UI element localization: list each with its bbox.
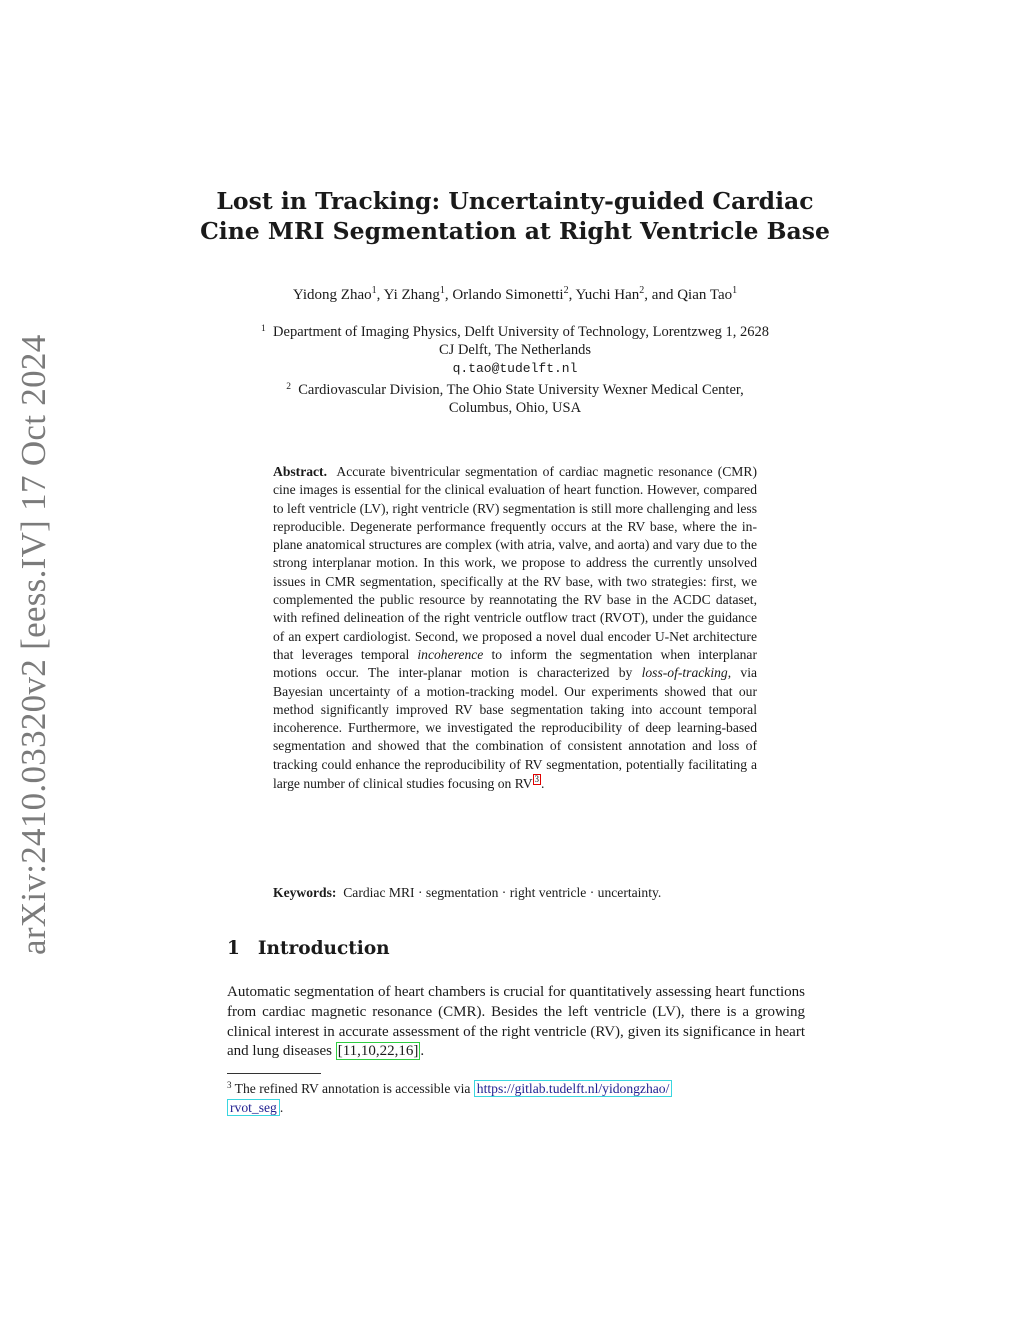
arxiv-side-stamp: arXiv:2410.03320v2 [eess.IV] 17 Oct 2024 bbox=[14, 334, 53, 955]
keywords bbox=[273, 885, 757, 901]
author-affiliation-mark: 1 bbox=[732, 285, 738, 296]
author-affiliation-mark: 2 bbox=[639, 285, 645, 296]
footnote-rule bbox=[227, 1073, 321, 1074]
affiliation-2-line-2: Columbus, Ohio, USA bbox=[448, 400, 582, 417]
abstract: Abstract. Accurate biventricular segmentation of cardiac magnetic resonance (CMR) cine images is essential for the clinical evaluation of heart function. However, compared to left ventricle (LV), right ventricle (RV) segmentation is still more challenging and less reproducible. Degenerate performance frequently occurs at the RV base, where the in-plane anatomical structures are complex (with atria, valve, and aorta) and vary due to the strong interplanar motion. In this work, we propose to address the currently unsolved issues in CMR segmentation, specifically at the RV base, with two strategies: first, we complemented the public resource by reannotating the RV base in the ACDC dataset, with refined delineation of the right ventricle outflow tract (RVOT), under the guidance of an expert cardiologist. Second, we proposed a novel dual encoder U-Net architecture that leverages temporal incoherence to inform the segmentation when interplanar motions occur. The inter-planar motion is characterized by loss-of-tracking, via Bayesian uncertainty of a motion-tracking model. Our experiments showed that our method significantly improved RV base segmentation taking into account temporal incoherence. Furthermore, we investigated the reproducibility of deep learning-based segmentation and showed that the combination of consistent annotation and loss of tracking could enhance the reproducibility of RV segmentation, potentially facilitating a large number of clinical studies focusing on RV 3 . bbox=[273, 464, 757, 792]
footnote-url-link[interactable]: https://gitlab.tudelft.nl/yidongzhao/ bbox=[474, 1080, 673, 1097]
author-affiliation-mark: 1 bbox=[371, 285, 377, 296]
keywords-label: Keywords: bbox=[273, 885, 337, 900]
abstract-text-1: Accurate biventricular segmentation of cardiac magnetic resonance (CMR) cine images is essential for the clinical evaluation of heart function. However, compared to left ventricle (LV), right ventricle (RV) segmentation is still more challenging and less reproducible. Degenerate performance frequently occurs at the RV base, where the in-plane anatomical structures are complex (with atria, valve, and aorta) and vary due to the strong interplanar motion. In this work, we propose to address the currently unsolved issues in CMR segmentation, specifically at the RV base, with two strategies: first, we complemented the public resource by reannotating the RV base in the ACDC dataset, with refined delineation of the right ventricle outflow tract (RVOT), under the guidance of an expert cardiologist. Second, we proposed a novel dual encoder U-Net architecture that leverages temporal bbox=[273, 464, 757, 662]
author-affiliation-mark: 2 bbox=[563, 285, 569, 296]
paper-title bbox=[200, 186, 830, 246]
intro-text: Automatic segmentation of heart chambers is crucial for quantitatively assessing heart functions from cardiac magnetic resonance (CMR). Besides the left ventricle (LV), there is a growing clinical interest in accurate assessment of the right ventricle (RV), given its significance in heart and lung diseases bbox=[227, 984, 805, 1060]
keywords-text: Cardiac MRI · segmentation · right ventricle · uncertainty. bbox=[343, 885, 662, 900]
title-line-1: Lost in Tracking: Uncertainty-guided Cardiac bbox=[216, 187, 814, 215]
footnote-reference-link[interactable]: 3 bbox=[534, 774, 540, 785]
abstract-emphasis-loss-of-tracking: loss-of-tracking bbox=[641, 665, 728, 681]
contact-email[interactable]: q.tao@tudelft.nl bbox=[452, 360, 578, 376]
affiliation-2-line-1: $^2$ Cardiovascular Division, The Ohio State University Wexner Medical Center, bbox=[286, 381, 744, 398]
footnote-3: $^3$ The refined RV annotation is accessible via https://gitlab.tudelft.nl/yidongzhao/ rvot_seg . bbox=[227, 1076, 807, 1117]
abstract-label: Abstract. bbox=[273, 464, 327, 479]
author-name: Yi Zhang bbox=[383, 287, 440, 303]
affiliation-1-line-2: CJ Delft, The Netherlands bbox=[439, 342, 591, 359]
author-name: Qian Tao bbox=[677, 287, 733, 303]
section-heading-introduction bbox=[227, 938, 390, 959]
affiliations bbox=[200, 320, 830, 417]
footnote-mark: 3 bbox=[227, 1080, 232, 1090]
footnote-url-link-continued[interactable]: rvot_seg bbox=[227, 1099, 280, 1116]
abstract-text-2: to inform the segmentation when interplanar motions occur. The inter-planar motion is characterized by bbox=[273, 646, 757, 681]
section-title: Introduction bbox=[257, 938, 390, 959]
author-list: Yidong Zhao$^1$, Yi Zhang$^1$, Orlando Simonetti$^2$, Yuchi Han$^2$, and Qian Tao$^1$ bbox=[292, 285, 738, 303]
author-name: Orlando Simonetti bbox=[452, 287, 564, 303]
title-line-2: Cine MRI Segmentation at Right Ventricle Base bbox=[200, 217, 830, 245]
author-affiliation-mark: 1 bbox=[439, 285, 445, 296]
affiliation-1-line-1: $^1$ Department of Imaging Physics, Delft University of Technology, Lorentzweg 1, 2628 bbox=[261, 324, 769, 340]
author-name: Yidong Zhao bbox=[292, 287, 372, 303]
citation-links[interactable]: [11,10,22,16] bbox=[337, 1043, 419, 1060]
section-number: 1 bbox=[227, 938, 240, 959]
author-name: Yuchi Han bbox=[575, 287, 640, 303]
introduction-paragraph: Automatic segmentation of heart chambers is crucial for quantitatively assessing heart functions from cardiac magnetic resonance (CMR). Besides the left ventricle (LV), there is a growing clinical interest in accurate assessment of the right ventricle (RV), given its significance in heart and lung diseases [11,10,22,16] . bbox=[227, 984, 805, 1060]
abstract-text-3: , via Bayesian uncertainty of a motion-tracking model. Our experiments showed that our method significantly improved RV base segmentation taking into account temporal incoherence. Furthermore, we investigated the reproducibility of deep learning-based segmentation and showed that the combination of consistent annotation and loss of tracking could enhance the reproducibility of RV segmentation, potentially facilitating a large number of clinical studies focusing on RV bbox=[273, 665, 757, 792]
footnote-text: The refined RV annotation is accessible via bbox=[234, 1081, 471, 1096]
abstract-emphasis-incoherence: incoherence bbox=[417, 646, 484, 662]
